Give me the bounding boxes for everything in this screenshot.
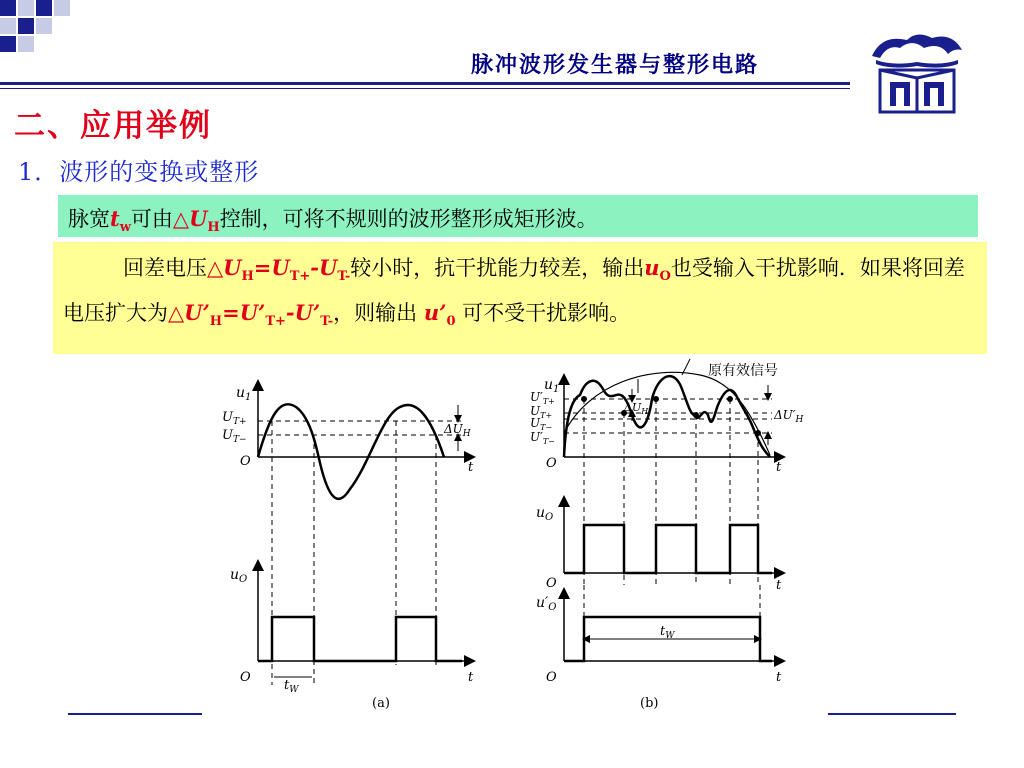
label-t: t — [468, 460, 474, 475]
input-waveform-a — [258, 404, 444, 499]
label-ut-minus: $U_{T-}$ — [222, 428, 247, 445]
label-delta-uh-prime: $\Delta U'_H$ — [774, 408, 804, 425]
text-run: 回差电压 — [123, 256, 207, 280]
label-original-signal: 原有效信号 — [708, 363, 778, 379]
section-title: 二、应用举例 — [14, 108, 212, 144]
delta-symbol: △ — [172, 207, 190, 231]
text-run: 可不受干扰影响。 — [455, 301, 631, 326]
uh-symbol: $U_H$ — [189, 206, 220, 236]
label-ut-prime-minus: $U'_{T-}$ — [530, 430, 555, 446]
text-run: ，则输出 — [333, 301, 424, 326]
header-rule — [0, 82, 850, 85]
label-uo-prime: $u'_O$ — [536, 595, 557, 613]
label-ut-minus: $U_{T-}$ — [530, 416, 553, 432]
text-run: 控制，可将不规则的波形整形成矩形波。 — [219, 207, 598, 231]
label-t: t — [776, 460, 782, 475]
label-tw: $t_W$ — [284, 678, 299, 695]
summary-box — [58, 195, 978, 237]
waveform-diagram — [200, 355, 1000, 715]
text-run: 也受输入干扰影响．如果将回差电压扩大为 — [63, 256, 965, 326]
header-rule-thin — [0, 88, 850, 89]
label-uo: $u_O$ — [230, 567, 248, 585]
label-origin: O — [546, 670, 557, 685]
label-origin: O — [240, 454, 251, 469]
label-delta-uh: $\Delta U_H$ — [444, 422, 471, 439]
delta-symbol: △ — [207, 256, 224, 280]
university-logo — [862, 26, 972, 116]
caption-b: (b) — [640, 696, 659, 711]
label-origin: O — [240, 670, 251, 685]
output-waveform-b — [564, 525, 772, 573]
header-title: 脉冲波形发生器与整形电路 — [470, 52, 759, 78]
formula-term: $U’_H=U’_{T+}-U’_{T-}$ — [184, 300, 334, 330]
formula-term: $U_H=U_{T+}-U_{T-}$ — [223, 255, 351, 285]
label-tw: $t_W$ — [660, 624, 675, 641]
input-waveform-b — [564, 376, 770, 457]
output-waveform-a — [258, 617, 462, 661]
label-delta-uh: $\Delta U_H$ — [624, 401, 649, 416]
text-run: 可由 — [130, 207, 173, 231]
section-subtitle: 1．波形的变换或整形 — [18, 158, 260, 186]
footer-rule — [68, 713, 202, 715]
uo-prime-symbol: $u’_0$ — [423, 300, 456, 330]
delta-symbol: △ — [168, 301, 185, 326]
explanation-box — [53, 242, 987, 354]
label-u1: $u_1$ — [236, 385, 252, 403]
label-origin: O — [546, 456, 557, 471]
footer-rule — [828, 713, 956, 715]
caption-a: (a) — [372, 696, 390, 711]
text-run: 较小时，抗干扰能力较差，输出 — [350, 256, 645, 280]
text-run: 脉宽 — [68, 207, 110, 231]
label-ut-plus: $U_{T+}$ — [222, 410, 247, 427]
label-ut-plus: $U_{T+}$ — [530, 404, 553, 420]
uo-symbol: $u_O$ — [644, 255, 671, 285]
tw-symbol: $t_w$ — [110, 206, 131, 236]
original-signal-curve — [564, 372, 770, 455]
label-t: t — [468, 670, 474, 685]
label-uo: $u_O$ — [536, 505, 554, 523]
diagram-a — [222, 385, 474, 711]
label-u1: $u_1$ — [544, 377, 560, 395]
label-t: t — [776, 670, 782, 685]
label-t: t — [776, 578, 782, 593]
label-origin: O — [546, 576, 557, 591]
corner-decoration — [0, 0, 70, 56]
label-ut-prime-plus: $U'_{T+}$ — [530, 390, 555, 406]
diagram-b — [530, 359, 804, 711]
